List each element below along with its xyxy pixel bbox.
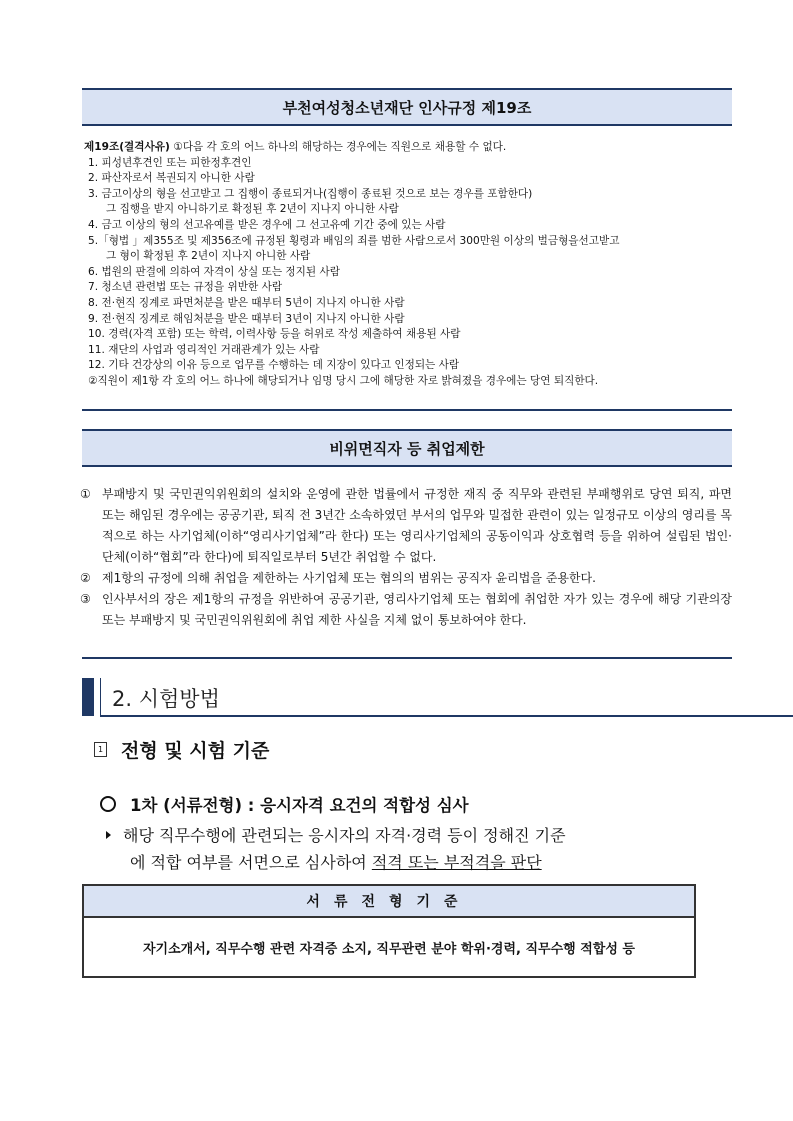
list-item: 7. 청소년 관련법 또는 규정을 위반한 사람 (88, 281, 283, 294)
list-item: 4. 금고 이상의 형의 선고유예를 받은 경우에 그 선고유예 기간 중에 있는 사람 (88, 218, 446, 231)
article-head: 제19조(결격사유) (84, 141, 170, 153)
section-accent-bar (82, 678, 94, 716)
regulation-article (84, 140, 734, 390)
list-item-continued: 그 집행을 받지 아니하기로 확정된 후 2년이 지나지 아니한 사람 (106, 203, 399, 216)
employment-paragraphs (80, 484, 732, 631)
employment-paragraph (80, 484, 732, 568)
article-tail: ②직원이 제1항 각 호의 어느 하나에 해당되거나 임명 당시 그에 해당한 자로 밝혀졌을 경우에는 당연 퇴직한다. (88, 374, 599, 387)
paragraph-text: 부패방지 및 국민권익위원회의 설치와 운영에 관한 법률에서 규정한 재직 중 직무와 관련된 부패행위로 당연 퇴직, 파면 또는 해임된 경우에는 공공기관, 퇴직 전 3년간 소속하였던 부서의 업무와 밀접한 관련이 있는 일정규모 이상의 영리를 목적으로 하는 사기업체(이하“영리사기업체”라 한다) 또는 영리사기업체의 공동이익과 상호협력 등을 위하여 설립된 법인·단체(이하“협회”라 한다)에 퇴직일로부터 5년간 취업할 수 없다. (102, 487, 732, 564)
article-lead (84, 140, 734, 156)
list-item: 5.「형법 」제355조 및 제356조에 규정된 횡령과 배임의 죄를 범한 사람으로서 300만원 이상의 벌금형을선고받고 (88, 234, 620, 247)
criteria-table (82, 884, 696, 978)
stage-heading (100, 792, 469, 816)
circle-bullet-icon (100, 796, 116, 812)
section-underline (100, 715, 793, 717)
paragraph-number: ① (80, 487, 91, 501)
subsection-heading (88, 736, 269, 763)
description-line (106, 822, 706, 849)
employment-bottom-rule (82, 657, 732, 659)
subsection-title: 전형 및 시험 기준 (121, 740, 270, 762)
employment-title: 비위면직자 등 취업제한 (82, 431, 732, 465)
criteria-table-header: 서류전형기준 (84, 886, 694, 918)
list-item-continued: 그 형이 확정된 후 2년이 지나지 아니한 사람 (106, 250, 311, 263)
list-item: 9. 전·현직 징계로 해임처분을 받은 때부터 3년이 지나지 아니한 사람 (88, 312, 405, 325)
section-heading (82, 678, 793, 716)
regulation-title-underline (82, 124, 732, 126)
paragraph-number: ③ (80, 592, 91, 606)
list-item: 2. 파산자로서 복권되지 아니한 사람 (88, 172, 255, 185)
section-title: 2. 시험방법 (112, 687, 220, 711)
article-lead-text: ①다음 각 호의 어느 하나의 해당하는 경우에는 직원으로 채용할 수 없다. (169, 141, 507, 153)
list-item: 8. 전·현직 징계로 파면처분을 받은 때부터 5년이 지나지 아니한 사람 (88, 296, 405, 309)
employment-paragraph (80, 568, 732, 589)
stage-title: 1차 (서류전형) : 응시자격 요건의 적합성 심사 (130, 796, 469, 815)
employment-title-underline (82, 465, 732, 467)
list-item: 6. 법원의 판결에 의하여 자격이 상실 또는 정지된 사람 (88, 265, 340, 278)
description-line (106, 849, 706, 876)
employment-paragraph (80, 589, 732, 631)
paragraph-text: 인사부서의 장은 제1항의 규정을 위반하여 공공기관, 영리사기업체 또는 협회에 취업한 자가 있는 경우에 해당 기관의장 또는 부패방지 및 국민권익위원회에 취업 제한 사실을 지체 없이 통보하여야 한다. (102, 592, 732, 627)
criteria-table-body: 자기소개서, 직무수행 관련 자격증 소지, 직무관련 분야 학위·경력, 직무수행 적합성 등 (143, 941, 635, 957)
list-item: 3. 금고이상의 형을 선고받고 그 집행이 종료되거나(집행이 종료된 것으로 보는 경우를 포함한다) (88, 187, 533, 200)
regulation-title: 부천여성청소년재단 인사규정 제19조 (82, 90, 732, 124)
list-item: 10. 경력(자격 포함) 또는 학력, 이력사항 등을 허위로 작성 제출하여 채용된 사람 (88, 328, 461, 341)
description-text: 에 적합 여부를 서면으로 심사하여 (130, 853, 372, 872)
description-underlined-text: 적격 또는 부적격을 판단 (371, 853, 542, 872)
regulation-bottom-rule (82, 409, 732, 411)
stage-description (106, 822, 706, 876)
list-item: 1. 피성년후견인 또는 피한정후견인 (88, 156, 252, 169)
list-item: 11. 재단의 사업과 영리적인 거래관계가 있는 사람 (88, 343, 320, 356)
description-text: 해당 직무수행에 관련되는 응시자의 자격·경력 등이 정해진 기준 (123, 826, 566, 845)
paragraph-text: 제1항의 규정에 의해 취업을 제한하는 사기업체 또는 협의의 범위는 공직자 윤리법을 준용한다. (102, 571, 596, 585)
subsection-marker: 1 (94, 742, 107, 757)
section-left-line (100, 678, 101, 716)
triangle-bullet-icon (106, 831, 111, 839)
paragraph-number: ② (80, 571, 91, 585)
list-item: 12. 기타 건강상의 이유 등으로 업무를 수행하는 데 지장이 있다고 인정되는 사람 (88, 359, 460, 372)
